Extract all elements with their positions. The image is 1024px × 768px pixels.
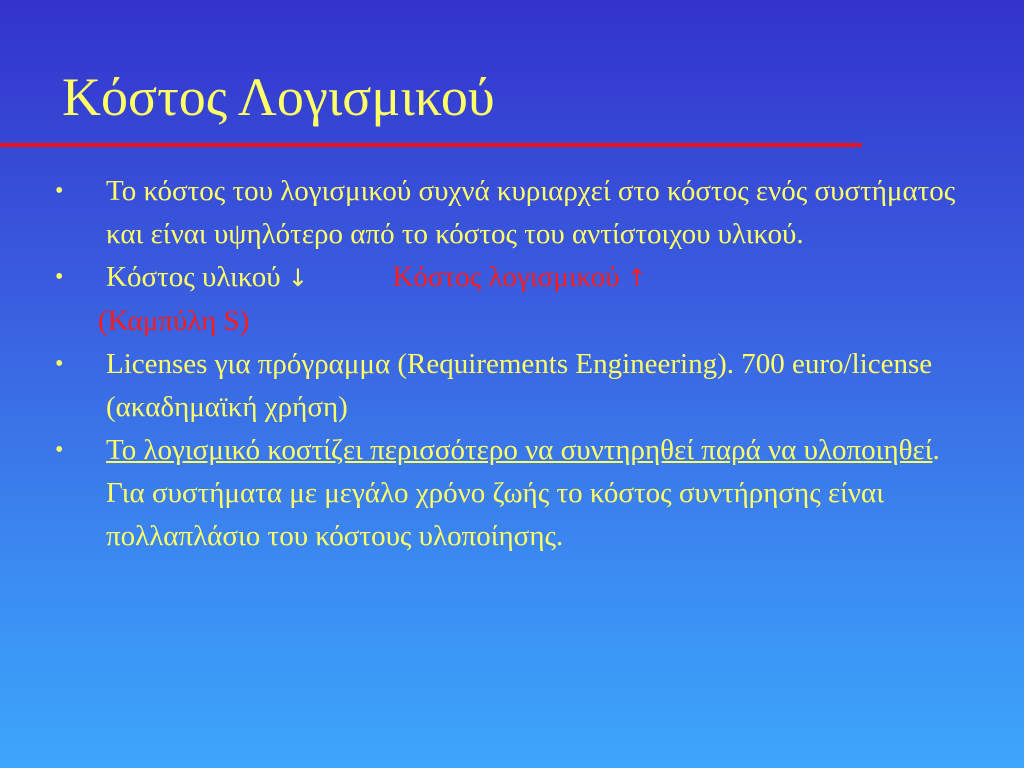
bullet-item-licenses — [0, 343, 1024, 429]
up-arrow-icon: ↑ — [626, 264, 647, 292]
bullet-marker: • — [55, 437, 64, 463]
s-curve-note: (Καμπύλη S) — [98, 305, 250, 337]
bullet-item-maintenance-cost — [0, 429, 1024, 558]
bullet-text: . Για συστήματα με μεγάλο χρόνο ζωής το κόστος συντήρησης είναι πολλαπλάσιο του κόστους υλοποίησης. — [106, 434, 940, 552]
maintenance-emphasis-text: Το λογισμικό κοστίζει περισσότερο να συντηρηθεί παρά να υλοποιηθεί — [106, 434, 933, 466]
title-divider — [0, 143, 862, 147]
slide-body — [0, 170, 1024, 558]
down-arrow-icon: ↓ — [287, 264, 309, 292]
bullet-item-cost-dominance — [0, 170, 1024, 256]
bullet-text: Το κόστος του λογισμικού συχνά κυριαρχεί στο κόστος ενός συστήματος και είναι υψηλότερο από το κόστος του αντίστοιχου υλικού. — [106, 175, 956, 250]
bullet-marker: • — [55, 178, 64, 204]
bullet-item-hardware-software-cost — [0, 256, 1024, 300]
slide-title: Κόστος Λογισμικού — [62, 67, 495, 127]
bullet-marker: • — [55, 351, 64, 377]
bullet-text: Licenses για πρόγραμμα (Requirements Engineering). 700 euro/license (ακαδημαϊκή χρήση) — [106, 348, 933, 423]
hardware-cost-label: Κόστος υλικού — [106, 261, 281, 293]
bullet-marker: • — [55, 264, 64, 290]
software-cost-label: Κόστος λογισμικού — [392, 261, 620, 293]
